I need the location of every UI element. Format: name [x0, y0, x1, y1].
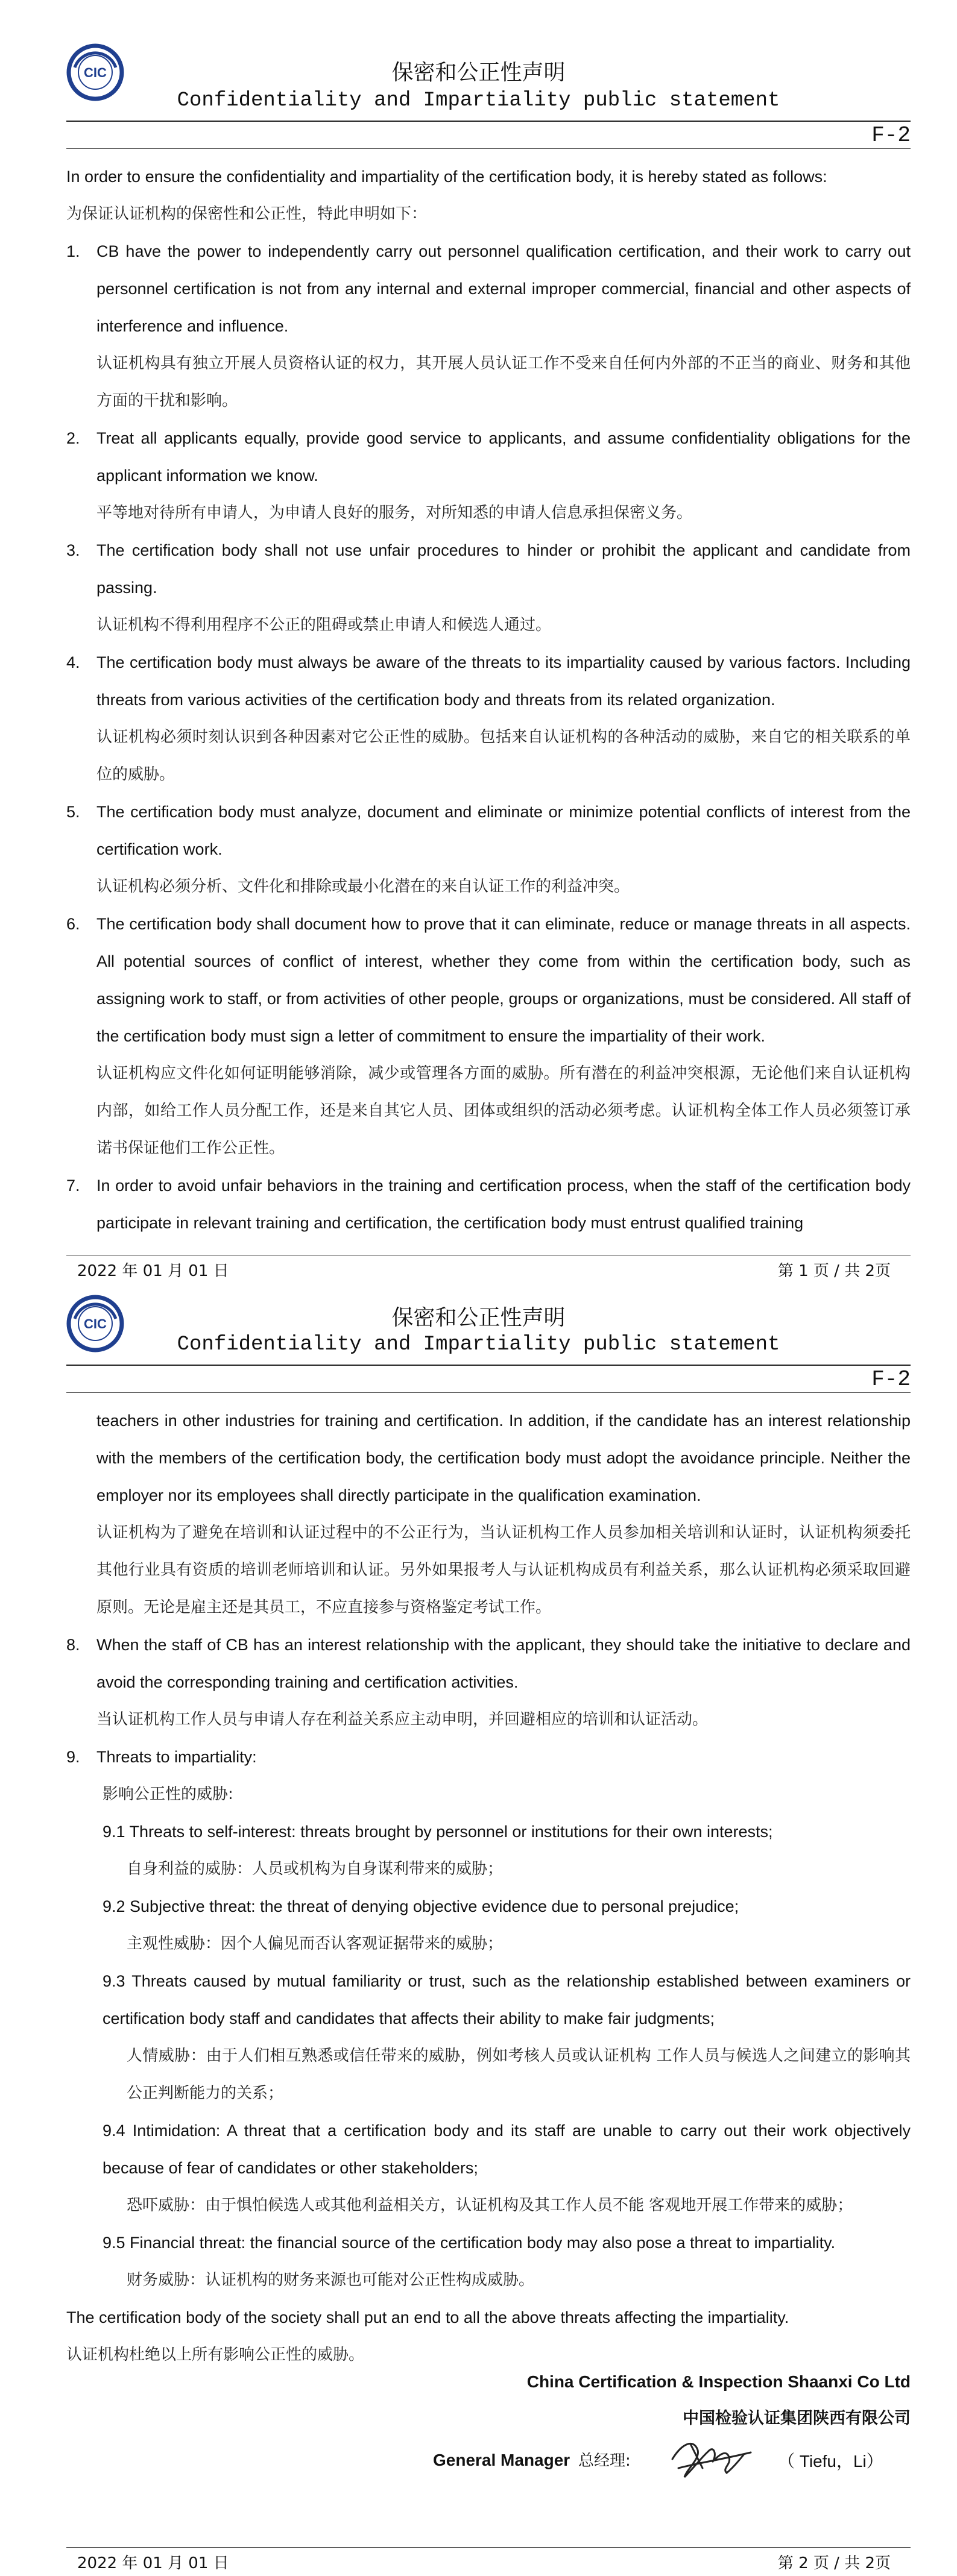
signature-block — [527, 2372, 911, 2428]
list-item — [66, 1738, 911, 1813]
item-text-english: When the staff of CB has an interest relationship with the applicant, they should take the initiative to declare and avoid the corresponding training and certification activities. — [96, 1636, 911, 1691]
form-code: F-2 — [871, 123, 911, 148]
item-text-english: The certification body must always be aware of the threats to its impartiality caused by various factors. Including threats from various activities of the certification body and threats from its related organization. — [96, 653, 911, 709]
company-name-chinese: 中国检验认证集团陕西有限公司 — [683, 2409, 911, 2428]
closing-english: The certification body of the society shall put an end to all the above threats affecting the impartiality. — [66, 2308, 789, 2326]
item-text-english: Treat all applicants equally, provide good service to applicants, and assume confidentiality obligations for the applicant information we know. — [96, 429, 911, 485]
gm-label-english: General Manager — [433, 2451, 570, 2469]
title-english: Confidentiality and Impartiality public statement — [177, 1333, 780, 1356]
header-divider — [66, 121, 911, 122]
item-text-chinese: 认证机构应文件化如何证明能够消除，减少或管理各方面的威胁。所有潜在的利益冲突根源，无论他们来自认证机构内部，如给工作人员分配工作，还是来自其它人员、团体或组织的活动必须考虑。认证机构全体工作人员必须签订承诺书保证他们工作公正性。 — [96, 1064, 911, 1157]
sub-item-chinese: 恐吓威胁：由于惧怕候选人或其他利益相关方，认证机构及其工作人员不能 客观地开展工作带来的威胁； — [127, 2196, 853, 2214]
sub-item-chinese: 人情威胁：由于人们相互熟悉或信任带来的威胁，例如考核人员或认证机构 工作人员与候选人之间建立的影响其公正判断能力的关系； — [127, 2047, 911, 2102]
list-item — [66, 793, 911, 905]
list-item — [66, 233, 911, 419]
sub-item-chinese: 自身利益的威胁：人员或机构为自身谋利带来的威胁； — [127, 1860, 504, 1878]
closing-chinese: 认证机构杜绝以上所有影响公正性的威胁。 — [66, 2346, 365, 2364]
item-text-english: In order to avoid unfair behaviors in the training and certification process, when the staff of the certification body participate in relevant training and certification, the certification body must entrust qualified training — [96, 1176, 911, 1232]
sub-list — [66, 1813, 911, 2299]
title-chinese: 保密和公正性声明 — [391, 60, 566, 85]
item-text-english: The certification body shall not use unfair procedures to hinder or prohibit the applicant and candidate from passing. — [96, 541, 911, 597]
gm-name: （ Tiefu，Li） — [778, 2452, 883, 2471]
footer-page-number: 第 1 页 / 共 2页 — [777, 1262, 891, 1280]
page-1-body — [66, 158, 911, 1242]
svg-text:CIC: CIC — [84, 65, 107, 80]
sub-item-english: 9.1 Threats to self-interest: threats brought by personnel or institutions for their own interests; — [103, 1823, 773, 1841]
form-code: F-2 — [871, 1367, 911, 1392]
item-7-chinese: 认证机构为了避免在培训和认证过程中的不公正行为，当认证机构工作人员参加相关培训和认证时，认证机构须委托其他行业具有资质的培训老师培训和认证。另外如果报考人与认证机构成员有利益关系，那么认证机构必须采取回避原则。无论是雇主还是其员工，不应直接参与资格鉴定考试工作。 — [96, 1524, 911, 1616]
item-text-english: The certification body must analyze, document and eliminate or minimize potential conflicts of interest from the certification work. — [96, 803, 911, 858]
item-text-chinese: 认证机构具有独立开展人员资格认证的权力，其开展人员认证工作不受来自任何内外部的不正当的商业、财务和其他方面的干扰和影响。 — [96, 354, 911, 410]
sub-item-chinese: 主观性威胁：因个人偏见而否认客观证据带来的威胁； — [127, 1935, 504, 1953]
footer-date: 2022 年 01 月 01 日 — [77, 2554, 229, 2572]
footer-page-number: 第 2 页 / 共 2页 — [777, 2554, 891, 2572]
general-manager-line — [433, 2448, 631, 2471]
item-7-continuation-english: teachers in other industries for training and certification. In addition, if the candidate has an interest relationship with the members of the certification body, the certification body must adopt the avoidance principle. Neither the employer nor its employees shall directly participate in the qualification examination. — [96, 1412, 911, 1504]
gm-label-chinese: 总经理: — [578, 2452, 631, 2470]
document-page-1 — [0, 0, 957, 1284]
svg-text:CIC: CIC — [84, 1316, 107, 1331]
sub-item-english: 9.4 Intimidation: A threat that a certification body and its staff are unable to carry out their work objectively because of fear of candidates or other stakeholders; — [103, 2122, 911, 2177]
item-text-chinese: 平等地对待所有申请人，为申请人良好的服务，对所知悉的申请人信息承担保密义务。 — [96, 504, 693, 522]
item-text-english: The certification body shall document how to prove that it can eliminate, reduce or manage threats in all aspects. All potential sources of conflict of interest, whether they come from within the certification body, such as assigning work to staff, or from activities of other people, groups or organizations, must be considered. All staff of the certification body must sign a letter of commitment to ensure the impartiality of their work. — [96, 915, 911, 1045]
footer-date: 2022 年 01 月 01 日 — [77, 1262, 229, 1280]
item-text-chinese: 影响公正性的威胁: — [103, 1785, 233, 1803]
sub-item-chinese: 财务威胁：认证机构的财务来源也可能对公正性构成威胁。 — [127, 2271, 535, 2289]
document-page-2 — [0, 1284, 957, 2576]
header-divider-2 — [66, 148, 911, 149]
item-text-chinese: 认证机构必须时刻认识到各种因素对它公正性的威胁。包括来自认证机构的各种活动的威胁，来自它的相关联系的单位的威胁。 — [96, 728, 911, 784]
sub-item-english: 9.3 Threats caused by mutual familiarity or trust, such as the relationship established between examiners or certification body staff and candidates that affects their ability to make fair judgments; — [103, 1972, 911, 2028]
item-text-english: Threats to impartiality: — [96, 1748, 257, 1766]
company-name-english: China Certification & Inspection Shaanxi Co Ltd — [526, 2372, 911, 2391]
item-number: 7. — [66, 1176, 80, 1195]
header-divider — [66, 1365, 911, 1366]
intro-chinese: 为保证认证机构的保密性和公正性，特此申明如下： — [66, 205, 428, 223]
handwritten-signature-icon — [666, 2426, 757, 2489]
footer-divider — [66, 2547, 911, 2548]
item-number: 5. — [66, 803, 80, 821]
item-number: 3. — [66, 541, 80, 559]
item-number: 9. — [66, 1748, 80, 1766]
title-chinese: 保密和公正性声明 — [391, 1305, 566, 1330]
list-item — [66, 1626, 911, 1738]
item-number: 4. — [66, 653, 80, 671]
item-text-chinese: 当认证机构工作人员与申请人存在利益关系应主动申明，并回避相应的培训和认证活动。 — [96, 1711, 709, 1729]
item-text-english: CB have the power to independently carry out personnel qualification certification, and their work to carry out personnel certification is not from any internal and external improper commercial, financial and other aspects of interference and influence. — [96, 242, 911, 335]
title-english: Confidentiality and Impartiality public statement — [177, 89, 780, 112]
intro-english: In order to ensure the confidentiality and impartiality of the certification body, it is hereby stated as follows: — [66, 168, 827, 186]
list-item — [66, 419, 911, 532]
item-number: 2. — [66, 429, 80, 447]
item-number: 6. — [66, 915, 80, 933]
list-item — [66, 905, 911, 1167]
list-item — [66, 644, 911, 793]
page-2-body — [66, 1402, 911, 2373]
list-item — [66, 532, 911, 644]
item-text-chinese: 认证机构不得利用程序不公正的阻碍或禁止申请人和候选人通过。 — [96, 616, 552, 634]
header-divider-2 — [66, 1392, 911, 1393]
sub-item-english: 9.5 Financial threat: the financial source of the certification body may also pose a threat to impartiality. — [103, 2234, 836, 2252]
item-text-chinese: 认证机构必须分析、文件化和排除或最小化潜在的来自认证工作的利益冲突。 — [96, 878, 630, 896]
sub-item-english: 9.2 Subjective threat: the threat of denying objective evidence due to personal prejudice; — [103, 1897, 739, 1915]
list-item — [66, 1167, 911, 1242]
item-number: 1. — [66, 242, 80, 260]
item-number: 8. — [66, 1636, 80, 1654]
